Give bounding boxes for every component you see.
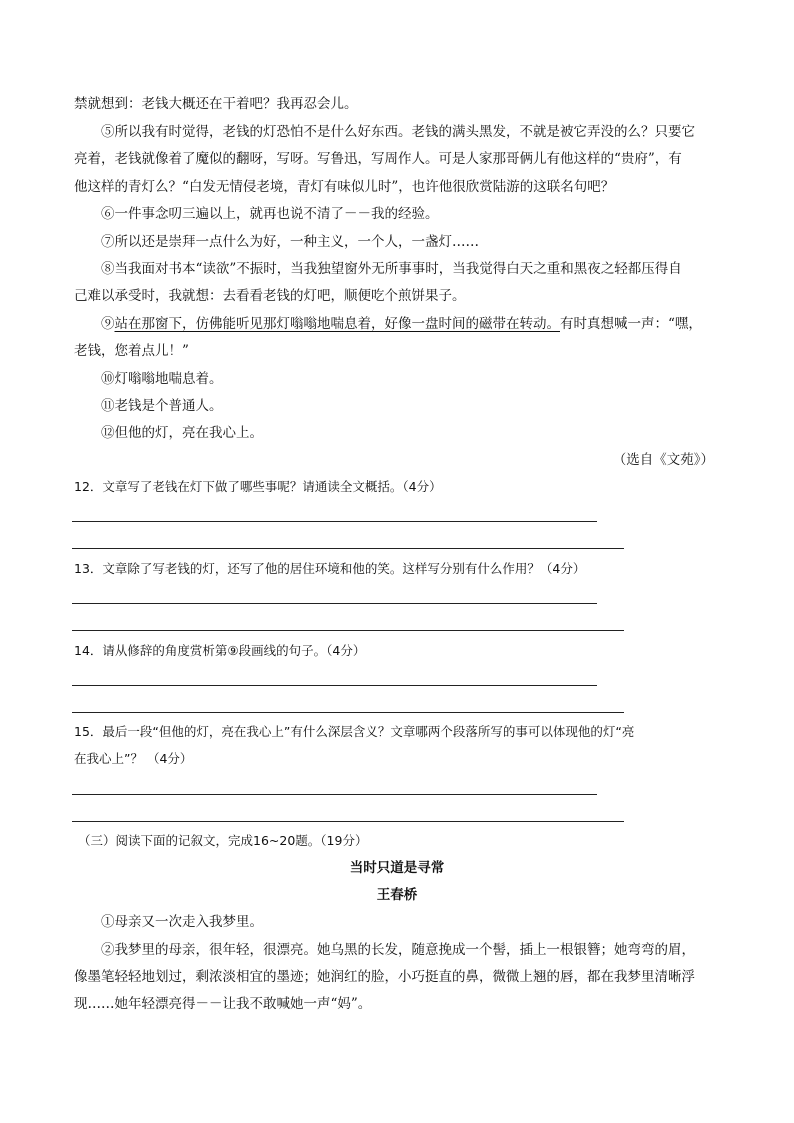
section-3-heading: （三）阅读下面的记叙文，完成16~20题。（19分） — [78, 833, 368, 848]
answer-line-12a[interactable] — [72, 521, 597, 522]
article-paragraph-2-line-2: 像墨笔轻轻地划过，剩浓淡相宜的墨迹；她润红的脸，小巧挺直的鼻，微微上翘的唇，都在我梦里清晰浮 — [74, 969, 695, 985]
article-paragraph-2-line-1: ②我梦里的母亲，很年轻，很漂亮。她乌黑的长发，随意挽成一个髻，插上一根银簪；她弯弯的眉， — [101, 942, 695, 958]
article-author: 王春桥 — [376, 887, 418, 903]
paragraph-5-line-3: 他这样的青灯么？“白发无情侵老境，青灯有味似儿时”，也许他很欣赏陆游的这联名句吧？ — [74, 179, 615, 195]
question-12: 12．文章写了老钱在灯下做了哪些事呢？请通读全文概括。（4分） — [74, 479, 442, 494]
paragraph-6: ⑥一件事念叨三遍以上，就再也说不清了－－我的经验。 — [101, 206, 439, 222]
answer-line-14a[interactable] — [72, 685, 597, 686]
answer-line-14b[interactable] — [72, 712, 624, 713]
paragraph-8-line-1: ⑧当我面对书本“读欲”不振时，当我独望窗外无所事事时，当我觉得白天之重和黑夜之轻都压得自 — [101, 261, 682, 277]
article-title: 当时只道是寻常 — [349, 860, 445, 876]
paragraph-12: ⑫但他的灯，亮在我心上。 — [101, 425, 263, 441]
question-15-line-2: 在我心上”？ （4分） — [74, 751, 193, 766]
paragraph-9-number: ⑨ — [101, 316, 115, 332]
article-paragraph-2-line-3: 现……她年轻漂亮得－－让我不敢喊她一声“妈”。 — [74, 996, 372, 1012]
paragraph-9-tail: 有时真想喊一声：“嘿， — [560, 316, 702, 332]
underlined-sentence: 站在那窗下，仿佛能听见那灯嗡嗡地喘息着，好像一盘时间的磁带在转动。 — [114, 316, 560, 332]
answer-line-12b[interactable] — [72, 548, 624, 549]
paragraph-7: ⑦所以还是崇拜一点什么为好，一种主义，一个人，一盏灯…… — [101, 234, 479, 250]
question-14: 14．请从修辞的角度赏析第⑨段画线的句子。（4分） — [74, 643, 366, 658]
paragraph-9-line-1 — [74, 314, 702, 334]
answer-line-15b[interactable] — [72, 821, 624, 822]
paragraph-10: ⑩灯嗡嗡地喘息着。 — [101, 371, 223, 387]
question-13: 13．文章除了写老钱的灯，还写了他的居住环境和他的笑。这样写分别有什么作用？（4分） — [74, 561, 586, 576]
paragraph-5-line-1: ⑤所以我有时觉得，老钱的灯恐怕不是什么好东西。老钱的满头黑发，不就是被它弄没的么？只要它 — [101, 124, 695, 140]
paragraph-8-line-2: 己难以承受时，我就想：去看看老钱的灯吧，顺便吃个煎饼果子。 — [74, 288, 466, 304]
paragraph-11: ⑪老钱是个普通人。 — [101, 398, 223, 414]
answer-line-15a[interactable] — [72, 794, 597, 795]
answer-line-13b[interactable] — [72, 630, 624, 631]
paragraph-9-line-2: 老钱，您着点儿！” — [74, 343, 189, 359]
article-paragraph-1: ①母亲又一次走入我梦里。 — [101, 914, 263, 930]
passage-line-1: 禁就想到：老钱大概还在干着吧？我再忍会儿。 — [74, 96, 358, 112]
answer-line-13a[interactable] — [72, 603, 597, 604]
paragraph-5-line-2: 亮着，老钱就像着了魔似的翻呀，写呀。写鲁迅，写周作人。可是人家那哥俩儿有他这样的“贵府”，有 — [74, 151, 682, 167]
source-citation: （选自《文苑》） — [612, 452, 714, 468]
question-15-line-1: 15．最后一段“但他的灯，亮在我心上”有什么深层含义？文章哪两个段落所写的事可以体现他的灯“亮 — [74, 724, 635, 739]
